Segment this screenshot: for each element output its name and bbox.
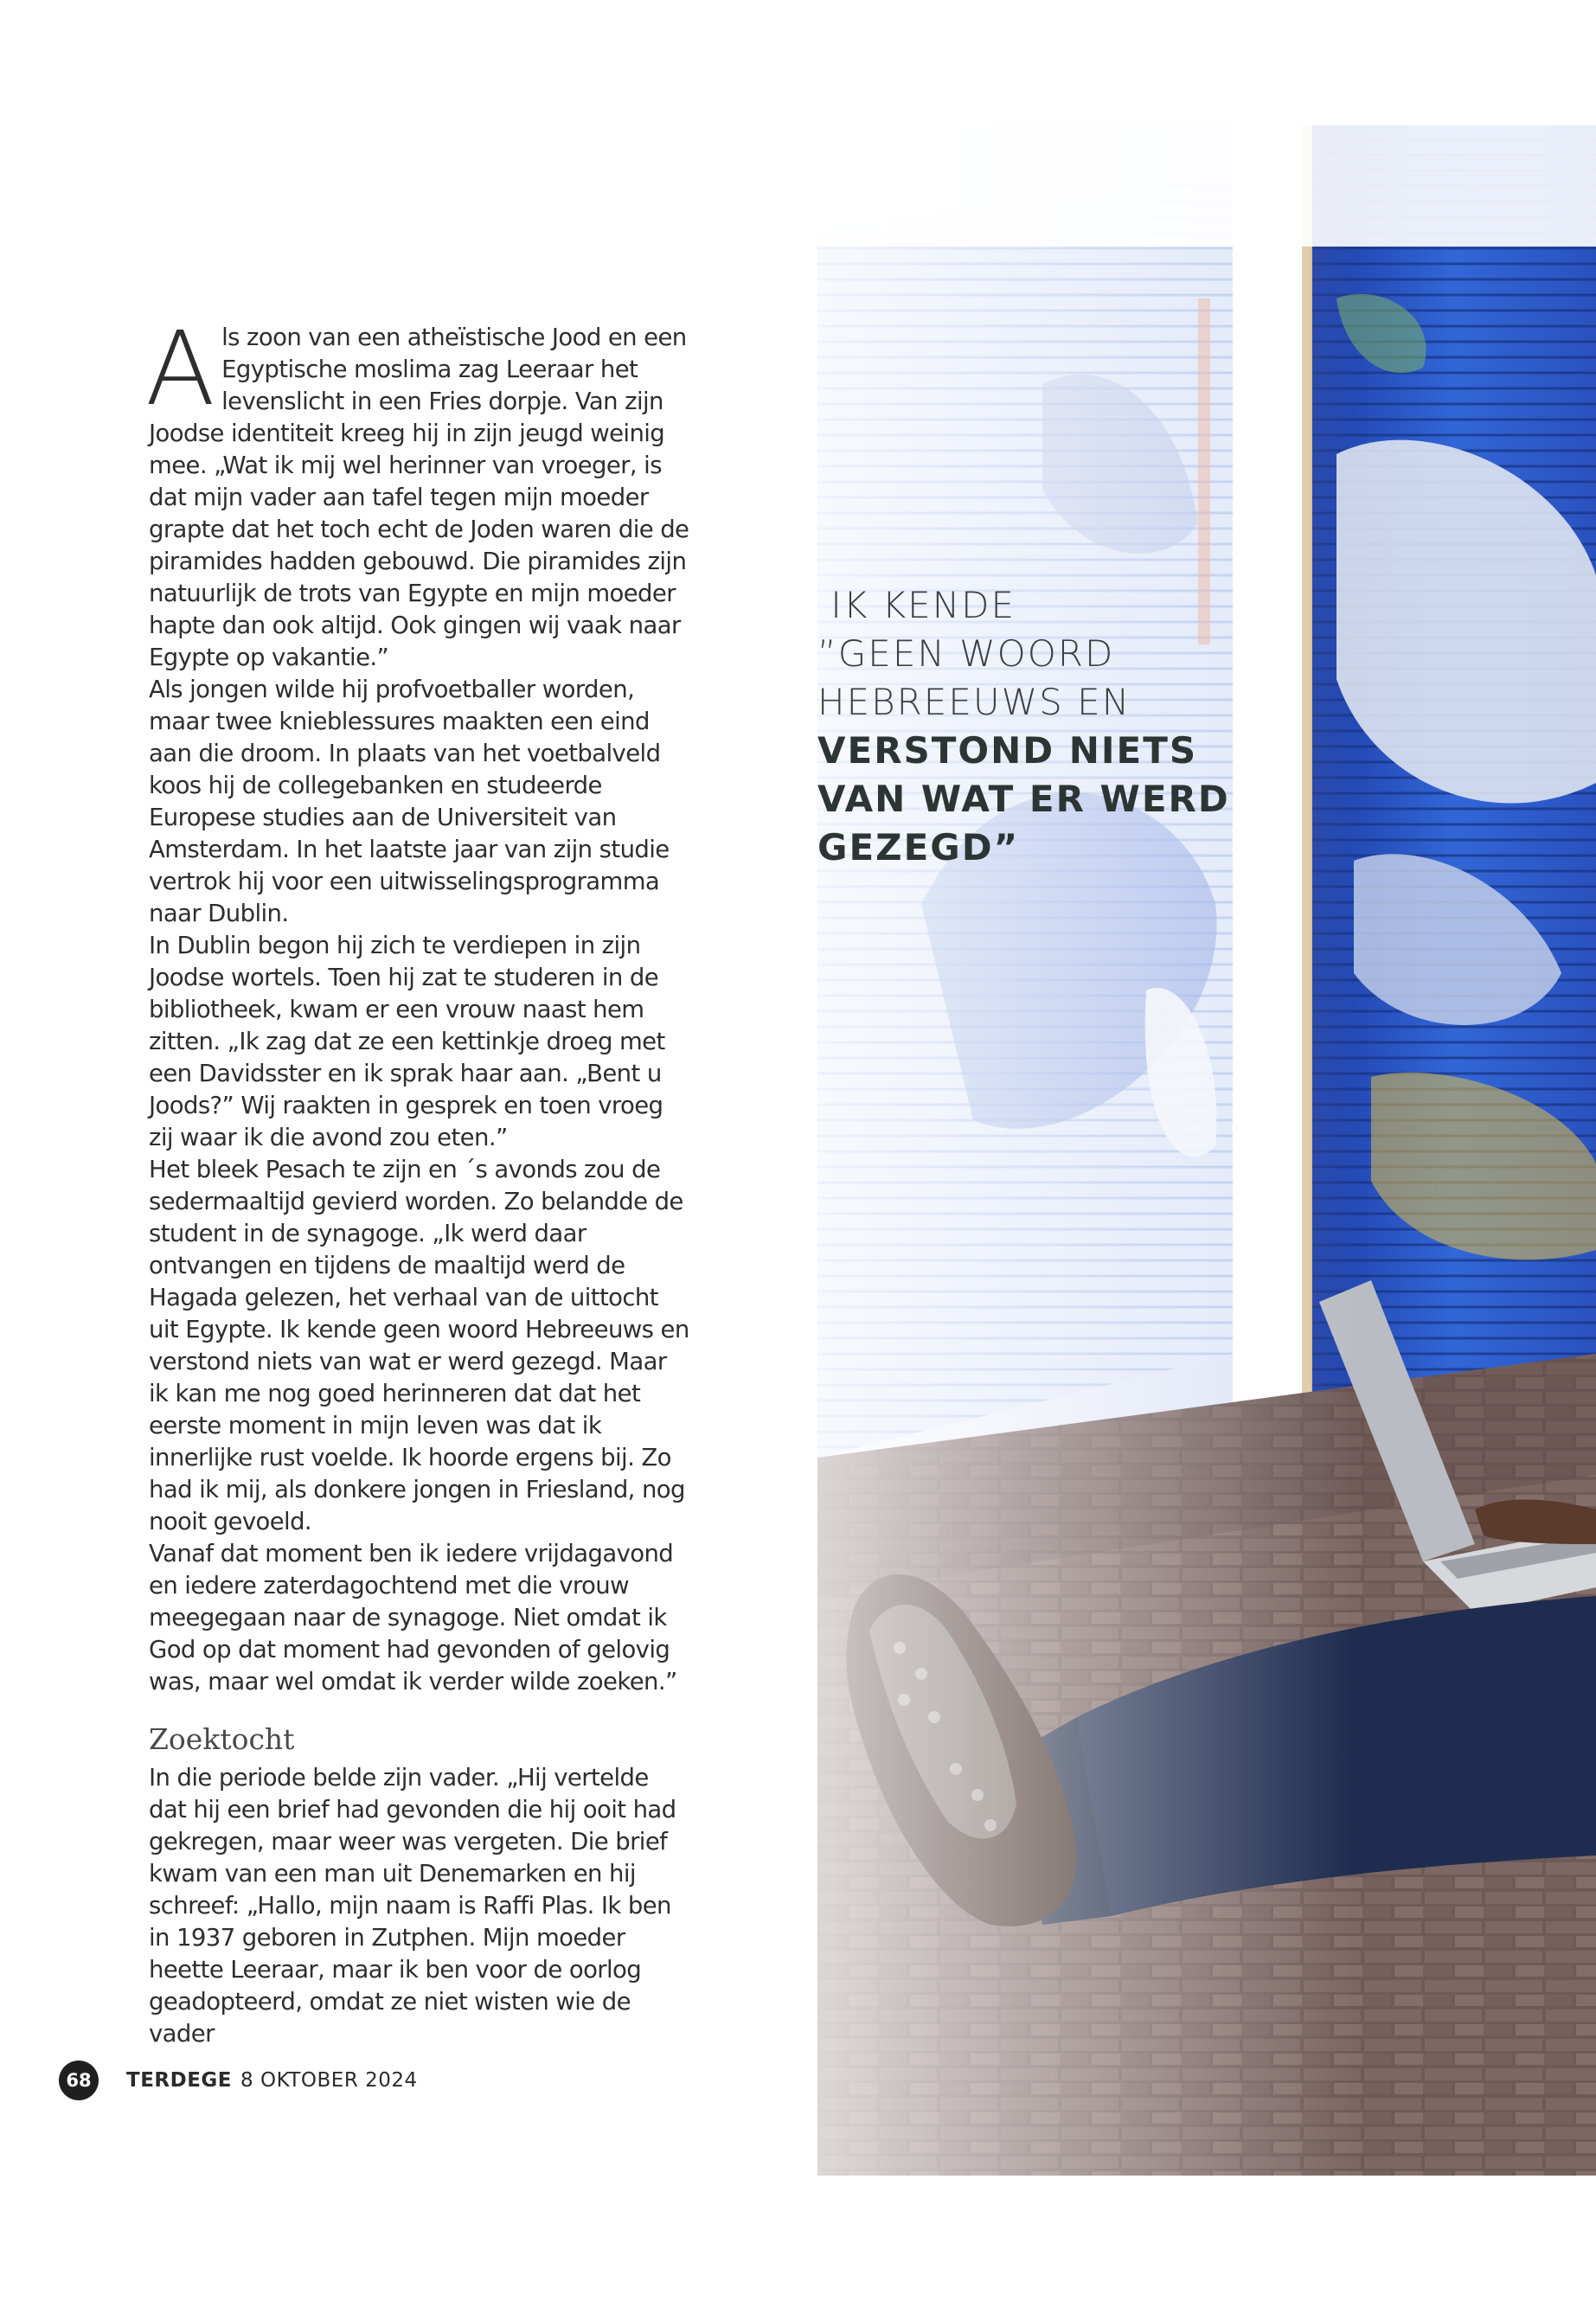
photo-illustration bbox=[817, 125, 1596, 2176]
paragraph-2: Als jongen wilde hij profvoetballer worden, maar twee knieblessures maakten een eind aan die droom. In plaats van het voetbalveld koos hij de collegebanken en studeerde Europese studies aan de Universiteit van Amsterdam. In het laatste jaar van zijn studie vertrok hij voor een uitwisselingsprogramma naar Dublin. bbox=[149, 676, 670, 927]
footer-text bbox=[126, 2069, 418, 2092]
pull-quote-line-3: HEBREEUWS EN bbox=[817, 681, 1131, 723]
pull-quote-line-2: ”GEEN WOORD bbox=[817, 632, 1115, 675]
pull-quote-line-6: GEZEGD” bbox=[817, 826, 1020, 868]
pull-quote-line-5: VAN WAT ER WERD bbox=[817, 778, 1230, 820]
magazine-name: TERDEGE bbox=[126, 2069, 233, 2092]
paragraph-3: In Dublin begon hij zich te verdiepen in zijn Joodse wortels. Toen hij zat te studeren in de bibliotheek, kwam er een vrouw naast hem zitten. „Ik zag dat ze een kettinkje droeg met een Davidsster en ik sprak haar aan. „Bent u Joods?” Wij raakten in gesprek en toen vroeg zij waar ik die avond zou eten.” bbox=[149, 932, 665, 1151]
page-footer bbox=[59, 2059, 418, 2102]
article-photo bbox=[817, 125, 1596, 2176]
paragraph-5: Vanaf dat moment ben ik iedere vrijdagavond en iedere zaterdagochtend met die vrouw meegegaan naar de synagoge. Niet omdat ik God op dat moment had gevonden of gelovig was, maar wel omdat ik verder wilde zoeken.” bbox=[149, 1540, 677, 1695]
section-subheading: Zoektocht bbox=[149, 1722, 295, 1756]
paragraph-4: Het bleek Pesach te zijn en ´s avonds zou de sedermaaltijd gevierd worden. Zo belandde de student in de synagoge. „Ik werd daar ontvangen en tijdens de maaltijd werd de Hagada gelezen, het verhaal van de uittocht uit Egypte. Ik kende geen woord Hebreeuws en verstond niets van wat er werd gezegd. Maar ik kan me nog goed herinneren dat dat het eerste moment in mijn leven was dat ik innerlijke rust voelde. Ik hoorde ergens bij. Zo had ik mij, als donkere jongen in Friesland, nog nooit gevoeld. bbox=[149, 1156, 689, 1535]
article-body bbox=[145, 309, 689, 2050]
paragraph-6: In die periode belde zijn vader. „Hij vertelde dat hij een brief had gevonden die hij ooit had gekregen, maar weer was vergeten. Die brief kwam van een man uit Denemarken en hij schreef: „Hallo, mijn naam is Raffi Plas. Ik ben in 1937 geboren in Zutphen. Mijn moeder heette Leeraar, maar ik ben voor de oorlog geadopteerd, omdat ze niet wisten wie de vader bbox=[149, 1764, 676, 2048]
issue-date: 8 OKTOBER 2024 bbox=[240, 2069, 418, 2092]
drop-cap: A bbox=[145, 309, 215, 428]
pull-quote-line-4: VERSTOND NIETS bbox=[817, 729, 1198, 772]
pull-quote-line-1: IK KENDE bbox=[817, 584, 1016, 626]
paragraph-1: ls zoon van een atheïstische Jood en een Egyptische moslima zag Leeraar het levenslicht in een Fries dorpje. Van zijn Joodse identiteit kreeg hij in zijn jeugd weinig mee. „Wat ik mij wel herinner van vroeger, is dat mijn vader aan tafel tegen mijn moeder grapte dat het toch echt de Joden waren die de piramides hadden gebouwd. Die piramides zijn natuurlijk de trots van Egypte en mijn moeder hapte dan ook altijd. Ook gingen wij vaak naar Egypte op vakantie.” bbox=[149, 324, 689, 671]
pull-quote bbox=[817, 581, 1267, 872]
page-number: 68 bbox=[59, 2061, 99, 2100]
